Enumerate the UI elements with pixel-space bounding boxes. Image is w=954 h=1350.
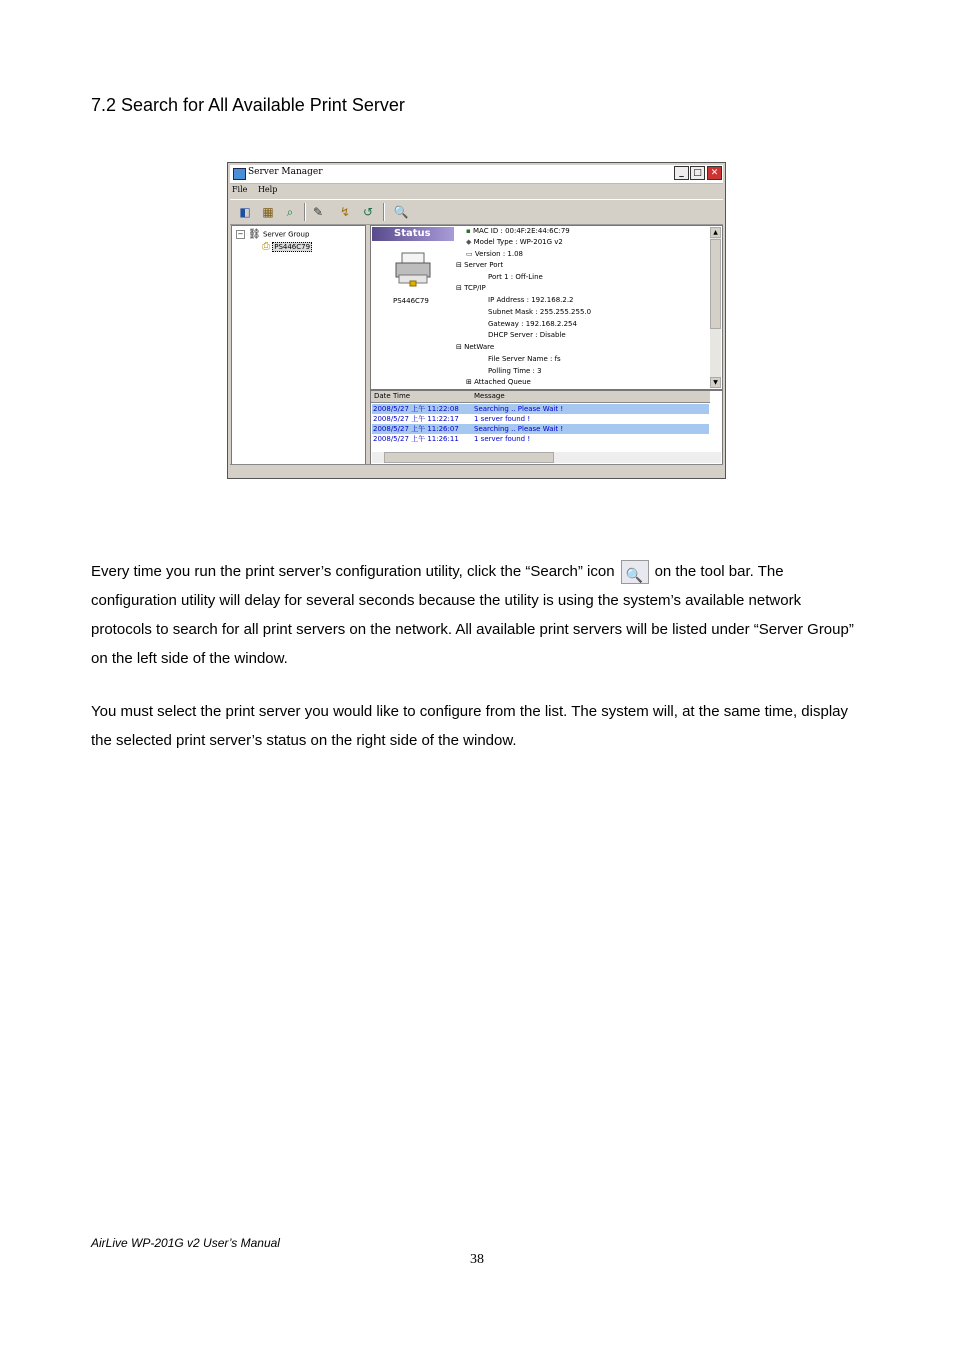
prop-tcpip[interactable]: ⊟ TCP/IP <box>456 284 486 292</box>
paragraph-1-end: on the tool bar. The configuration utility will delay for several seconds because the utility is using the system’s available network protocols to search for all print servers on the network. All available print servers will be listed under “Server Group” on the left side of the window. <box>91 563 854 667</box>
prop-netware[interactable]: ⊟ NetWare <box>456 343 495 351</box>
col-datetime[interactable]: Date Time <box>374 392 411 400</box>
server-tree <box>231 225 366 465</box>
status-pane <box>370 225 723 390</box>
collapse-icon[interactable]: − <box>237 230 244 238</box>
hscroll-thumb[interactable] <box>384 452 554 463</box>
prop-mac: ▪ MAC ID : 00:4F:2E:44:6C:79 <box>466 227 570 235</box>
paragraph-2: You must select the print server you would like to configure from the list. The system will, at the same time, display the selected print server’s status on the right side of the window. <box>91 703 848 749</box>
minimize-button[interactable]: _ <box>674 166 689 180</box>
toolbar-separator <box>383 203 385 221</box>
log-row[interactable]: 2008/5/27 上午 11:26:07 Searching .. Please Wait ! <box>372 424 709 434</box>
toolbar-separator <box>304 203 306 221</box>
message-log <box>370 390 723 465</box>
scroll-thumb[interactable] <box>710 239 721 329</box>
server-manager-window <box>227 162 726 479</box>
paragraph-1-start: Every time you run the print server’s configuration utility, click the “Search” icon <box>91 563 615 580</box>
menu-help[interactable]: Help <box>257 185 278 194</box>
col-message[interactable]: Message <box>474 392 505 400</box>
upgrade-icon[interactable]: ↯ <box>339 205 351 219</box>
printer-icon <box>394 251 434 287</box>
status-banner: Status <box>372 227 454 241</box>
prop-dhcp: DHCP Server : Disable <box>488 331 566 339</box>
printer-caption: PS446C79 <box>393 297 429 305</box>
window-titlebar[interactable] <box>230 165 723 184</box>
prop-ip: IP Address : 192.168.2.2 <box>488 296 574 304</box>
search-icon: 🔍 <box>621 560 649 584</box>
menu-file[interactable]: File <box>232 185 248 194</box>
status-icon[interactable]: ⌕ <box>286 204 294 219</box>
reset-icon[interactable]: ↺ <box>362 205 374 219</box>
printer-setup-icon[interactable]: ✎ <box>312 205 324 219</box>
menu-bar <box>232 185 285 197</box>
prop-subnet: Subnet Mask : 255.255.255.0 <box>488 308 592 316</box>
prop-polling: Polling Time : 3 <box>488 367 542 375</box>
prop-server-port[interactable]: ⊟ Server Port <box>456 261 504 269</box>
scroll-up-icon[interactable]: ▲ <box>710 227 721 238</box>
tree-root-label: Server Group <box>262 230 310 239</box>
prop-gateway: Gateway : 192.168.2.254 <box>488 320 577 328</box>
search-icon[interactable]: 🔍 <box>393 205 409 219</box>
section-heading: 7.2 Search for All Available Print Server <box>91 95 405 115</box>
prop-version: ▭ Version : 1.08 <box>466 250 523 258</box>
maximize-button[interactable]: □ <box>690 166 705 180</box>
log-row[interactable]: 2008/5/27 上午 11:22:08 Searching .. Please Wait ! <box>372 404 709 414</box>
print-server-icon: ⎙ <box>262 241 270 252</box>
log-row[interactable]: 2008/5/27 上午 11:26:11 1 server found ! <box>373 435 531 443</box>
prop-model: ◆ Model Type : WP-201G v2 <box>466 238 563 246</box>
tree-server-item[interactable] <box>262 241 312 252</box>
page-number: 38 <box>470 1252 484 1267</box>
window-title: Server Manager <box>248 167 323 177</box>
scroll-down-icon[interactable]: ▼ <box>710 377 721 388</box>
toolbar <box>230 199 723 225</box>
paragraph-1 <box>91 557 866 673</box>
prop-queue[interactable]: ⊞ Attached Queue <box>466 378 531 386</box>
server-group-icon: ⛓ <box>248 229 261 240</box>
log-hscrollbar[interactable] <box>372 452 721 463</box>
window-statusbar <box>230 464 723 476</box>
prop-fileserver: File Server Name : fs <box>488 355 561 363</box>
footer: AirLive WP-201G v2 User’s Manual <box>91 1236 280 1250</box>
prop-port1: Port 1 : Off-Line <box>488 273 543 281</box>
setup-icon[interactable]: ▦ <box>262 205 274 219</box>
close-button[interactable]: ✕ <box>707 166 722 180</box>
log-header <box>371 391 710 403</box>
tree-server-label: PS446C79 <box>274 242 311 251</box>
app-icon <box>233 168 246 180</box>
tree-root[interactable] <box>236 229 309 240</box>
status-scrollbar[interactable] <box>710 227 721 388</box>
log-row[interactable]: 2008/5/27 上午 11:22:17 1 server found ! <box>373 415 531 423</box>
exit-icon[interactable]: ◧ <box>239 205 251 219</box>
